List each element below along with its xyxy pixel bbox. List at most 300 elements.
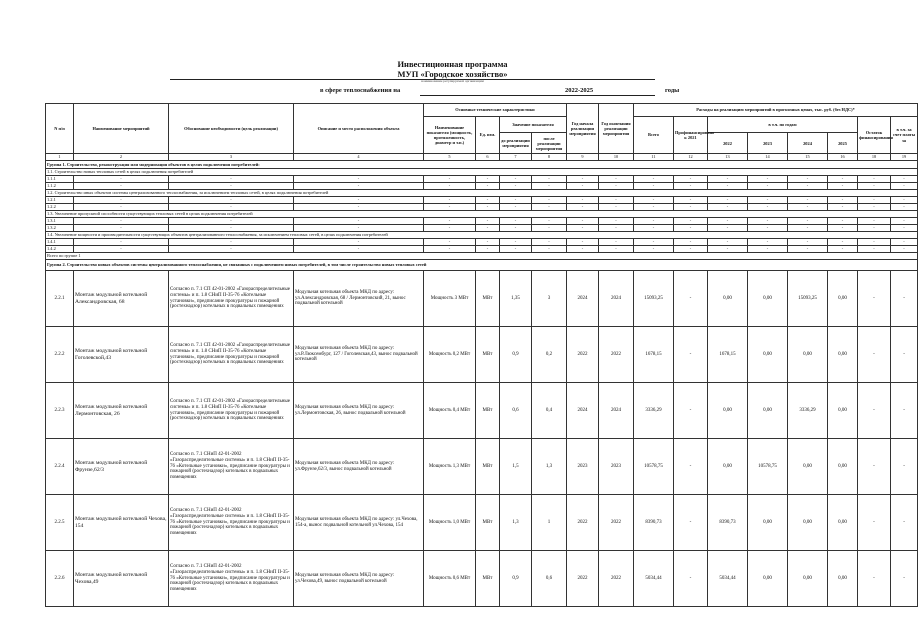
cell-total: 3336,29	[634, 383, 674, 439]
column-number: 12	[674, 154, 708, 161]
table-row	[46, 271, 918, 327]
cell-rem: -	[858, 495, 891, 551]
cell-ind: Мощность 1,3 МВт	[424, 439, 476, 495]
column-number: 13	[708, 154, 748, 161]
empty-cell: -	[634, 176, 674, 183]
cell-y2024: 3336,29	[788, 383, 828, 439]
column-number: 4	[294, 154, 424, 161]
cell-y2025: 0,00	[828, 271, 858, 327]
empty-cell: -	[828, 204, 858, 211]
cell-y2022: 5034,44	[708, 551, 748, 607]
cell-after: 1,3	[532, 439, 567, 495]
empty-cell: -	[74, 197, 169, 204]
cell-just: Согласно п. 7.1 СП 42-01-2002 «Газораспределительные системы» и п. 1.8 СНиП II-35-76 «Котельные установки», предписание прокуратуры и пожарной (ростехнадзор) котельных в подвальных помещениях	[169, 383, 294, 439]
column-number: 6	[476, 154, 500, 161]
cell-loc: Модульная котельная объекта МКД по адресу: ул.Чехова, 154-а, вынос подвальной котельной ул.Чехова, 154	[294, 495, 424, 551]
empty-cell: -	[788, 225, 828, 232]
column-number: 16	[828, 154, 858, 161]
row-number: 1.4.1	[46, 239, 74, 246]
column-number: 5	[424, 154, 476, 161]
empty-cell: -	[599, 183, 634, 190]
empty-cell: -	[424, 218, 476, 225]
empty-cell: -	[567, 239, 599, 246]
empty-cell: -	[748, 204, 788, 211]
cell-unit: МВт	[476, 551, 500, 607]
empty-cell: -	[748, 197, 788, 204]
cell-y2023: 0,00	[748, 383, 788, 439]
cell-after: 0,2	[532, 327, 567, 383]
cell-loc: Модульная котельная объекта МКД по адресу: ул.Лермонтовская, 26, вынос подвальной котельной	[294, 383, 424, 439]
group1-sub4: 1.4. Увеличение мощности и производительности существующих объектов централизованного теплоснабжения, за исключением тепловых сетей, в целях подключения потребителей	[46, 232, 918, 239]
cell-end: 2024	[599, 383, 634, 439]
empty-cell: -	[828, 183, 858, 190]
empty-cell: -	[708, 176, 748, 183]
empty-cell: -	[634, 183, 674, 190]
header-indicator: Наименование показателя (мощность, протяженность, диаметр и т.п.)	[424, 117, 476, 154]
empty-cell: -	[858, 197, 891, 204]
group1-sub1: 1.1. Строительство новых тепловых сетей в целях подключения потребителей	[46, 169, 918, 176]
empty-cell: -	[828, 197, 858, 204]
empty-cell: -	[891, 197, 918, 204]
empty-cell: -	[748, 225, 788, 232]
empty-cell: -	[674, 176, 708, 183]
empty-cell: -	[788, 197, 828, 204]
empty-cell: -	[708, 225, 748, 232]
empty-cell: -	[858, 218, 891, 225]
empty-cell: -	[858, 239, 891, 246]
column-number: 1	[46, 154, 74, 161]
empty-cell: -	[424, 197, 476, 204]
cell-unit: МВт	[476, 327, 500, 383]
cell-y2022: 1678,15	[708, 327, 748, 383]
cell-y2025: 0,00	[828, 551, 858, 607]
empty-cell: -	[828, 246, 858, 253]
empty-cell: -	[708, 239, 748, 246]
cell-num: 2.2.4	[46, 439, 74, 495]
row-number: 1.4.2	[46, 246, 74, 253]
cell-y2023: 0,00	[748, 495, 788, 551]
empty-cell: -	[599, 204, 634, 211]
empty-cell: -	[567, 246, 599, 253]
table-row	[46, 327, 918, 383]
empty-cell: -	[500, 225, 532, 232]
column-number: 7	[500, 154, 532, 161]
header-justification: Обоснование необходимости (цель реализации)	[169, 104, 294, 154]
cell-end: 2024	[599, 271, 634, 327]
cell-y2025: 0,00	[828, 495, 858, 551]
cell-incl: -	[891, 271, 918, 327]
row-number: 1.2.1	[46, 197, 74, 204]
empty-cell: -	[169, 218, 294, 225]
empty-cell: -	[476, 183, 500, 190]
empty-cell: -	[858, 204, 891, 211]
empty-cell: -	[788, 218, 828, 225]
empty-cell: -	[858, 225, 891, 232]
header-remaining: Остаток финансирования	[858, 117, 891, 154]
empty-cell: -	[748, 246, 788, 253]
empty-cell: -	[532, 204, 567, 211]
empty-cell: -	[74, 246, 169, 253]
cell-total: 8390,73	[634, 495, 674, 551]
empty-cell: -	[788, 176, 828, 183]
column-number: 19	[891, 154, 918, 161]
cell-incl: -	[891, 383, 918, 439]
row-number: 1.3.2	[46, 225, 74, 232]
cell-num: 2.2.1	[46, 271, 74, 327]
empty-cell: -	[891, 204, 918, 211]
empty-cell: -	[788, 246, 828, 253]
table-row	[46, 551, 918, 607]
cell-just: Согласно п. 7.1 СНиП 42-01-2002 «Газораспределительные системы» и п. 1.8 СНиП II-35-76 «Котельные установки», предписание прокуратуры и пожарной (ростехнадзор) котельных в подвальных помещениях	[169, 439, 294, 495]
empty-cell: -	[674, 197, 708, 204]
cell-total: 1678,15	[634, 327, 674, 383]
cell-loc: Модульная котельная объекта МКД по адресу: ул.Александровская, 68 / Лермонтовский, 21, вынос подвальной котельной	[294, 271, 424, 327]
empty-cell: -	[500, 246, 532, 253]
cell-y2023: 0,00	[748, 271, 788, 327]
empty-cell: -	[748, 239, 788, 246]
empty-cell: -	[74, 204, 169, 211]
empty-cell: -	[532, 176, 567, 183]
cell-y2023: 10578,75	[748, 439, 788, 495]
cell-y2025: 0,00	[828, 439, 858, 495]
cell-rem: -	[858, 551, 891, 607]
empty-cell: -	[634, 197, 674, 204]
empty-cell: -	[169, 204, 294, 211]
empty-cell: -	[708, 197, 748, 204]
row-number: 1.2.2	[46, 204, 74, 211]
empty-cell: -	[500, 239, 532, 246]
cell-funded: -	[674, 439, 708, 495]
column-number: 8	[532, 154, 567, 161]
title-caption: наименование регулируемой организации	[421, 79, 484, 83]
cell-just: Согласно п. 7.1 СНиП 42-01-2002 «Газораспределительные системы» и п. 1.8 СНиП II-35-76 «Котельные установки», предписание прокуратуры и пожарной (ростехнадзор) котельных в подвальных помещениях	[169, 495, 294, 551]
cell-y2022: 0,00	[708, 383, 748, 439]
cell-start: 2024	[567, 383, 599, 439]
empty-cell: -	[532, 239, 567, 246]
empty-cell: -	[476, 204, 500, 211]
empty-cell: -	[424, 204, 476, 211]
header-end-year: Год окончания реализации мероприятия	[599, 104, 634, 154]
empty-cell: -	[748, 218, 788, 225]
cell-end: 2023	[599, 439, 634, 495]
empty-cell: -	[169, 197, 294, 204]
empty-cell: -	[476, 218, 500, 225]
empty-cell: -	[891, 246, 918, 253]
empty-cell: -	[708, 246, 748, 253]
empty-cell: -	[476, 239, 500, 246]
empty-cell: -	[599, 246, 634, 253]
cell-y2025: 0,00	[828, 383, 858, 439]
empty-cell: -	[532, 225, 567, 232]
empty-cell: -	[532, 218, 567, 225]
empty-cell: -	[169, 239, 294, 246]
empty-cell: -	[294, 246, 424, 253]
header-location: Описание и место расположения объекта	[294, 104, 424, 154]
header-2023: 2023	[748, 133, 788, 154]
column-number: 14	[748, 154, 788, 161]
cell-ind: Мощность 0,6 МВт	[424, 551, 476, 607]
empty-cell: -	[599, 239, 634, 246]
cell-just: Согласно п. 7.1 СП 42-01-2002 «Газораспределительные системы» и п. 1.8 СНиП II-35-76 «Котельные установки», предписание прокуратуры и пожарной (ростехнадзор) котельных в подвальных помещениях	[169, 327, 294, 383]
cell-loc: Модульная котельная объекта МКД по адресу: ул.Чехова,49, вынос подвальной котельной	[294, 551, 424, 607]
empty-cell: -	[500, 218, 532, 225]
cell-num: 2.2.3	[46, 383, 74, 439]
cell-name: Монтаж модульной котельной Чехова,49	[74, 551, 169, 607]
cell-incl: -	[891, 551, 918, 607]
header-total: Всего	[634, 117, 674, 154]
row-number: 1.1.2	[46, 183, 74, 190]
empty-cell: -	[828, 218, 858, 225]
period: 2022-2025	[565, 87, 594, 94]
cell-after: 0,6	[532, 551, 567, 607]
cell-before: 1,3	[500, 495, 532, 551]
header-after: после реализации мероприятия	[532, 133, 567, 154]
cell-y2023: 0,00	[748, 551, 788, 607]
cell-after: 3	[532, 271, 567, 327]
cell-rem: -	[858, 327, 891, 383]
empty-cell: -	[500, 197, 532, 204]
empty-cell: -	[858, 176, 891, 183]
column-numbers-row	[46, 154, 918, 161]
column-number: 11	[634, 154, 674, 161]
empty-cell: -	[634, 246, 674, 253]
empty-cell: -	[567, 197, 599, 204]
cell-total: 10578,75	[634, 439, 674, 495]
title-line-2: МУП «Городское хозяйство»	[397, 69, 508, 79]
column-number: 10	[599, 154, 634, 161]
empty-cell: -	[424, 225, 476, 232]
empty-cell: -	[708, 204, 748, 211]
empty-cell: -	[294, 225, 424, 232]
cell-after: 1	[532, 495, 567, 551]
cell-before: 0,9	[500, 551, 532, 607]
cell-start: 2024	[567, 271, 599, 327]
empty-cell: -	[634, 225, 674, 232]
group2-title: Группа 2. Строительство новых объектов системы централизованного теплоснабжения, не связанных с подключением новых потребителей, в том числе строительство новых тепловых сетей	[46, 260, 918, 271]
empty-cell: -	[788, 239, 828, 246]
group1-title: Группа 1. Строительство, реконструкция или модернизация объектов в целях подключения потребителей:	[46, 161, 918, 169]
empty-cell: -	[74, 225, 169, 232]
empty-cell: -	[74, 218, 169, 225]
cell-unit: МВт	[476, 271, 500, 327]
empty-cell: -	[567, 218, 599, 225]
empty-cell: -	[424, 246, 476, 253]
header-2025: 2025	[828, 133, 858, 154]
group1-total: Всего по группе 1	[46, 253, 918, 260]
empty-cell: -	[500, 183, 532, 190]
header-unit: Ед. изм.	[476, 117, 500, 154]
empty-cell: -	[858, 183, 891, 190]
empty-cell: -	[891, 225, 918, 232]
column-number: 3	[169, 154, 294, 161]
empty-cell: -	[567, 204, 599, 211]
empty-cell: -	[599, 218, 634, 225]
empty-cell: -	[708, 183, 748, 190]
cell-start: 2022	[567, 551, 599, 607]
empty-cell: -	[674, 183, 708, 190]
cell-end: 2022	[599, 495, 634, 551]
empty-cell: -	[74, 183, 169, 190]
cell-y2024: 0,00	[788, 495, 828, 551]
empty-cell: -	[169, 176, 294, 183]
cell-y2022: 0,00	[708, 439, 748, 495]
header-num: N п/п	[46, 104, 74, 154]
cell-name: Монтаж модульной котельной Александровская, 68	[74, 271, 169, 327]
empty-cell: -	[674, 204, 708, 211]
cell-funded: -	[674, 551, 708, 607]
empty-cell: -	[294, 183, 424, 190]
empty-cell: -	[634, 218, 674, 225]
cell-num: 2.2.5	[46, 495, 74, 551]
empty-cell: -	[788, 183, 828, 190]
cell-start: 2023	[567, 439, 599, 495]
empty-cell: -	[828, 225, 858, 232]
cell-y2024: 0,00	[788, 439, 828, 495]
cell-y2025: 0,00	[828, 327, 858, 383]
cell-before: 1,35	[500, 271, 532, 327]
empty-cell: -	[169, 183, 294, 190]
empty-cell: -	[891, 176, 918, 183]
cell-before: 0,6	[500, 383, 532, 439]
empty-cell: -	[891, 183, 918, 190]
sphere-label: в сфере теплоснабжения на	[320, 87, 401, 94]
empty-cell: -	[424, 239, 476, 246]
cell-funded: -	[674, 495, 708, 551]
cell-unit: МВт	[476, 439, 500, 495]
empty-cell: -	[788, 204, 828, 211]
empty-cell: -	[674, 239, 708, 246]
empty-cell: -	[634, 239, 674, 246]
header-value-group: Значение показателя	[500, 117, 567, 133]
cell-incl: -	[891, 327, 918, 383]
header-2022: 2022	[708, 133, 748, 154]
header-cost-group: Расходы на реализацию мероприятий в прогнозных ценах, тыс. руб. (без НДС)*	[634, 104, 918, 117]
cell-loc: Модульная котельная объекта МКД по адресу: ул.Р.Люксембург, 127 / Гоголевская,43, вынос подвальной котельной	[294, 327, 424, 383]
header-before: до реализации мероприятия	[500, 133, 532, 154]
empty-cell: -	[424, 183, 476, 190]
years-word: годы	[665, 87, 680, 94]
cell-end: 2022	[599, 551, 634, 607]
cell-y2023: 0,00	[748, 327, 788, 383]
empty-cell: -	[828, 239, 858, 246]
empty-cell: -	[500, 176, 532, 183]
empty-cell: -	[708, 218, 748, 225]
empty-cell: -	[294, 239, 424, 246]
cell-after: 0,4	[532, 383, 567, 439]
cell-num: 2.2.2	[46, 327, 74, 383]
group1-sub2: 1.2. Строительство иных объектов системы централизованного теплоснабжения, за исключением тепловых сетей, в целях подключения потребителей	[46, 190, 918, 197]
cell-just: Согласно п. 7.1 СНиП 42-01-2002 «Газораспределительные системы» и п. 1.8 СНиП II-35-76 «Котельные установки», предписание прокуратуры и пожарной (ростехнадзор) котельных в подвальных помещениях	[169, 551, 294, 607]
empty-cell: -	[891, 239, 918, 246]
investment-table	[45, 103, 918, 607]
cell-ind: Мощность 1,0 МВт	[424, 495, 476, 551]
cell-rem: -	[858, 439, 891, 495]
cell-y2022: 0,00	[708, 271, 748, 327]
column-number: 15	[788, 154, 828, 161]
cell-y2022: 8390,73	[708, 495, 748, 551]
cell-unit: МВт	[476, 495, 500, 551]
empty-cell: -	[476, 246, 500, 253]
row-number: 1.1.1	[46, 176, 74, 183]
header-start-year: Год начала реализации мероприятия	[567, 104, 599, 154]
header-2024: 2024	[788, 133, 828, 154]
header-by-years: в т.ч. по годам	[708, 117, 858, 133]
header-name: Наименование мероприятий	[74, 104, 169, 154]
column-number: 9	[567, 154, 599, 161]
cell-incl: -	[891, 439, 918, 495]
cell-loc: Модульная котельная объекта МКД по адресу: ул.Фрунзе,62/3, вынос подвальной котельной	[294, 439, 424, 495]
empty-cell: -	[599, 197, 634, 204]
empty-cell: -	[532, 183, 567, 190]
cell-name: Монтаж модульной котельной Фрунзе,62/3	[74, 439, 169, 495]
empty-cell: -	[476, 197, 500, 204]
empty-cell: -	[599, 176, 634, 183]
period-underline	[420, 95, 655, 96]
cell-end: 2022	[599, 327, 634, 383]
empty-cell: -	[532, 246, 567, 253]
cell-funded: -	[674, 327, 708, 383]
cell-name: Монтаж модульной котельной Лермонтовская, 26	[74, 383, 169, 439]
cell-ind: Мощность 3 МВт	[424, 271, 476, 327]
empty-cell: -	[674, 218, 708, 225]
empty-cell: -	[294, 218, 424, 225]
cell-rem: -	[858, 383, 891, 439]
empty-cell: -	[891, 218, 918, 225]
empty-cell: -	[74, 176, 169, 183]
cell-start: 2022	[567, 327, 599, 383]
empty-cell: -	[674, 246, 708, 253]
empty-cell: -	[294, 204, 424, 211]
table-row	[46, 383, 918, 439]
cell-rem: -	[858, 271, 891, 327]
group1-sub3: 1.3. Увеличение пропускной способности существующих тепловых сетей в целях подключения потребителей	[46, 211, 918, 218]
row-number: 1.3.1	[46, 218, 74, 225]
table-row	[46, 495, 918, 551]
cell-y2024: 0,00	[788, 327, 828, 383]
empty-cell: -	[294, 197, 424, 204]
cell-name: Монтаж модульной котельной Чехова, 154	[74, 495, 169, 551]
title-line-1: Инвестиционная программа	[397, 59, 508, 69]
cell-num: 2.2.6	[46, 551, 74, 607]
cell-incl: -	[891, 495, 918, 551]
empty-cell: -	[748, 183, 788, 190]
cell-just: Согласно п. 7.1 СП 42-01-2002 «Газораспределительные системы» и п. 1.8 СНиП II-35-76 «Котельные установки», предписание прокуратуры и пожарной (ростехнадзор) котельных в подвальных помещениях	[169, 271, 294, 327]
cell-unit: МВт	[476, 383, 500, 439]
empty-cell: -	[532, 197, 567, 204]
empty-cell: -	[567, 183, 599, 190]
cell-ind: Мощность 0,4 МВт	[424, 383, 476, 439]
cell-start: 2022	[567, 495, 599, 551]
column-number: 18	[858, 154, 891, 161]
empty-cell: -	[424, 176, 476, 183]
cell-y2024: 15093,25	[788, 271, 828, 327]
cell-before: 1,5	[500, 439, 532, 495]
cell-funded: -	[674, 271, 708, 327]
empty-cell: -	[858, 246, 891, 253]
header-funded-before: Профинансировано к 2021	[674, 117, 708, 154]
cell-funded: -	[674, 383, 708, 439]
cell-total: 5034,44	[634, 551, 674, 607]
empty-cell: -	[74, 239, 169, 246]
cell-name: Монтаж модульной котельной Гоголевской,43	[74, 327, 169, 383]
empty-cell: -	[748, 176, 788, 183]
header-tech-group: Основные технические характеристики	[424, 104, 567, 117]
empty-cell: -	[476, 176, 500, 183]
cell-y2024: 0,00	[788, 551, 828, 607]
cell-ind: Мощность 0,2 МВт	[424, 327, 476, 383]
empty-cell: -	[599, 225, 634, 232]
column-number: 2	[74, 154, 169, 161]
